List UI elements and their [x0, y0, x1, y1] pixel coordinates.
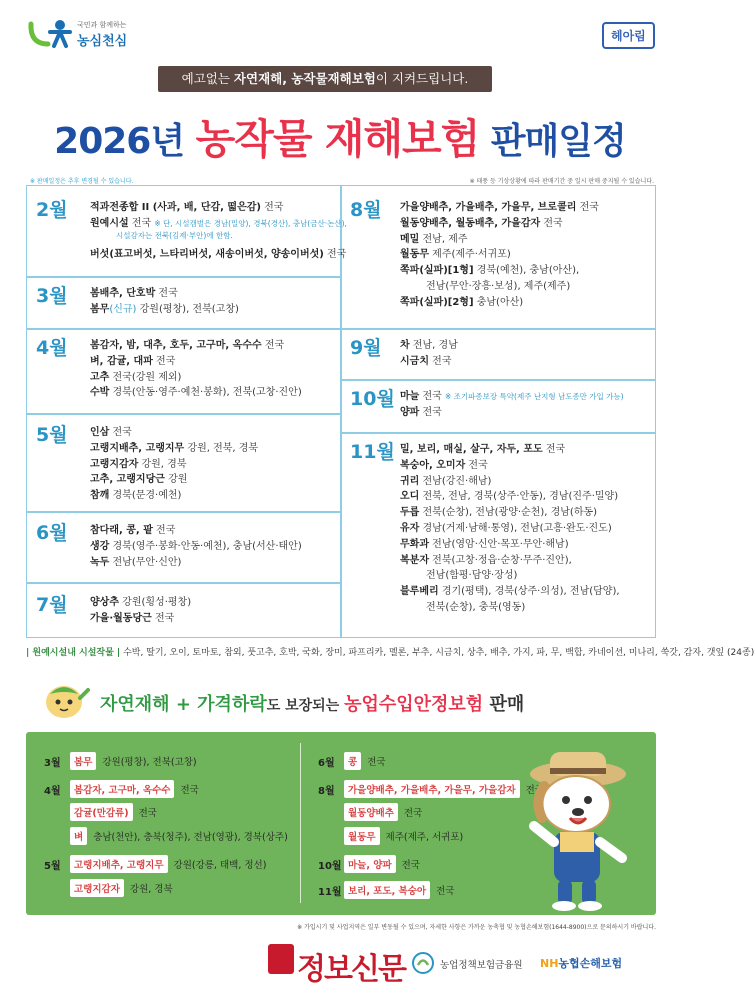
facility-crops: [26, 645, 754, 658]
region-text: 경기(평택), 경북(상주·의성), 전남(담양),: [438, 586, 620, 598]
crop-name: 버섯(표고버섯, 느타리버섯, 새송이버섯, 양송이버섯): [90, 249, 324, 261]
heyarim-logo: 헤아림: [602, 22, 655, 49]
note-right: ※ 태풍 등 기상상황에 따라 판매기간 중 일시 판매 중지될 수 있습니다.: [469, 178, 654, 185]
crop-name: 원예시설: [90, 217, 129, 229]
logo-title: 농심천심: [77, 34, 128, 49]
income-region: 전국: [138, 808, 157, 819]
region-text: 전국: [260, 202, 284, 213]
page-title: [0, 106, 680, 165]
region-text: 경북(안동·영주·예천·봉화), 전북(고창·진안): [109, 387, 302, 399]
schedule-line: [400, 336, 458, 351]
schedule-line: [90, 352, 175, 367]
income-item: [70, 803, 157, 821]
income-month-label: 8월: [318, 786, 335, 797]
crop-name: 고랭지감자: [90, 458, 139, 470]
table-row-divider: [341, 432, 656, 434]
nh-insurance-logo: [540, 955, 622, 971]
income-region: 제주(제주, 서귀포): [385, 832, 464, 843]
income-item: [70, 780, 199, 798]
crop-tag: 가을양배추, 가을배추, 가을무, 가을감자: [344, 780, 520, 798]
crop-name: 고랭지배추, 고랭지무: [90, 442, 185, 454]
crop-name: 양상추: [90, 597, 119, 608]
schedule-line: [90, 470, 187, 485]
income-item: [344, 780, 544, 798]
crop-tag: 보리, 포도, 복숭아: [344, 881, 430, 899]
crop-name: 벼, 감귤, 대파: [90, 355, 153, 367]
region-text: 전남(함평·담양·장성): [426, 570, 518, 582]
income-region: 강원, 경북: [129, 884, 173, 895]
region-text: 전남(강진·해남): [419, 475, 492, 487]
region-text: 전남, 제주: [419, 233, 468, 245]
schedule-line: [90, 553, 181, 568]
region-text: 전국: [428, 355, 452, 367]
schedule-line: [400, 245, 511, 260]
crop-name: 참깨: [90, 490, 110, 502]
schedule-line: [400, 456, 488, 471]
region-text: 전남(영암·신안·목포·무안·해남): [428, 538, 569, 550]
region-text: 전국: [419, 406, 442, 418]
title-main: 농작물 재해보험: [195, 115, 480, 163]
income-region: 강원(평창), 전북(고창): [102, 757, 197, 768]
table-row-divider: [341, 328, 656, 330]
region-text: 전북(순창), 전남(광양·순천), 경남(하동): [419, 507, 598, 519]
crop-name: 두릅: [400, 507, 420, 519]
month-label: 6월: [36, 522, 68, 544]
crop-name: 수박: [90, 387, 110, 399]
income-region: 전국: [180, 785, 199, 796]
schedule-line: [90, 423, 132, 438]
crop-name: 가을·월동당근: [90, 612, 152, 624]
crop-name: 인삼: [90, 427, 110, 438]
agency-logo-icon: [412, 952, 434, 974]
income-title-c: 농업수입안정보험: [344, 694, 484, 715]
month-label: 8월: [350, 199, 382, 221]
region-text: 경북(문경·예천): [109, 490, 182, 502]
schedule-line: [116, 230, 233, 241]
table-row-divider: [26, 511, 340, 513]
region-text: 전남(무안·장흥·보성), 제주(제주): [426, 281, 571, 292]
crop-tag: 월동양배추: [344, 803, 398, 821]
crop-name: 복숭아, 오미자: [400, 459, 466, 471]
schedule-line: [90, 593, 191, 608]
watermark-badge-icon: [268, 944, 294, 974]
region-text: 전국: [323, 249, 347, 261]
income-month-label: 11월: [318, 887, 342, 898]
table-row-divider: [26, 582, 340, 584]
schedule-line: [90, 383, 302, 398]
month-label: 2월: [36, 199, 68, 221]
new-badge: (신규): [109, 303, 137, 315]
table-row-divider: [26, 276, 340, 278]
dog-farmer-mascot-icon: [520, 742, 638, 914]
crop-name: 봄배추, 단호박: [90, 288, 156, 299]
region-text: 제주(제주·서귀포): [428, 249, 511, 261]
region-text: 전북, 전남, 경북(상주·안동), 경남(진주·밀양): [419, 491, 619, 503]
watermark: [268, 944, 405, 988]
slogan-banner: [158, 66, 492, 92]
region-text: 전국: [419, 391, 446, 402]
table-row-divider: [341, 379, 656, 381]
facility-label: | 원예시설내 시설작물 |: [26, 648, 121, 658]
schedule-line: [400, 387, 624, 402]
month-label: 3월: [36, 285, 68, 307]
crop-name: 유자: [400, 523, 420, 534]
schedule-line: [400, 403, 442, 418]
region-text: 전국: [151, 612, 175, 624]
crop-name: 차: [400, 340, 410, 351]
region-text: 경북(영주·봉화·안동·예천), 충남(서산·태안): [109, 540, 302, 552]
month-label: 7월: [36, 594, 68, 616]
crop-tag: 봄무: [70, 752, 96, 770]
crop-name: 고추: [90, 371, 110, 383]
crop-name: 쪽파(실파)[2형]: [400, 296, 474, 308]
nh-name: 농협손해보험: [558, 957, 623, 970]
income-month-label: 10월: [318, 861, 342, 872]
schedule-line: [90, 455, 187, 470]
income-region: 전국: [525, 785, 544, 796]
crop-name: 메밀: [400, 233, 420, 245]
income-item: [70, 827, 288, 845]
schedule-line: [426, 566, 517, 581]
watermark-text: 정보신문: [297, 952, 405, 987]
crop-name: 오디: [400, 491, 420, 503]
income-region: 강원(강릉, 태백, 정선): [173, 860, 267, 871]
crop-name: 복분자: [400, 554, 429, 566]
table-row-divider: [26, 413, 340, 415]
schedule-line: [90, 537, 302, 552]
region-text: 강원: [164, 474, 188, 486]
region-text: 전남(무안·신안): [109, 556, 182, 568]
month-label: 4월: [36, 337, 68, 359]
crop-name: 가을양배추, 가을배추, 가을무, 브로콜리: [400, 202, 577, 213]
region-text: 강원, 경북: [138, 458, 187, 470]
schedule-line: [400, 487, 618, 502]
facility-text: 수박, 딸기, 오이, 토마토, 참외, 풋고추, 호박, 국화, 장미, 파프리카, 멜론, 부추, 시금치, 상추, 배추, 가지, 파, 무, 백합, 카네이션, 미나리, 쑥갓, 감자, 갯잎 (24종): [120, 648, 754, 658]
crop-name: 무화과: [400, 538, 429, 550]
schedule-line: [90, 486, 181, 501]
crop-tag: 감귤(만감류): [70, 803, 133, 821]
schedule-line: [400, 551, 572, 566]
region-text: 전국: [155, 288, 178, 299]
logo-subtitle: 국민과 함께하는: [77, 21, 127, 29]
region-text: 충남(아산): [473, 296, 524, 308]
income-title-b: 도 보장되는: [266, 698, 345, 714]
schedule-line: [400, 472, 491, 487]
region-text: 전북(고창·정읍·순창·무주·진안),: [428, 554, 572, 566]
schedule-line: [90, 300, 239, 315]
income-item: [70, 752, 197, 770]
region-text: 강원(평창), 전북(고창): [136, 303, 239, 315]
agency-name: 농업정책보험금융원: [440, 960, 523, 971]
schedule-line: [400, 214, 563, 229]
crop-name: 참다래, 콩, 팥: [90, 525, 153, 536]
schedule-line: [400, 503, 597, 518]
banner-post: 이 지켜드립니다.: [375, 71, 469, 86]
footer-note: ※ 가입시기 및 사업지역은 일부 변동될 수 있으며, 자세한 사항은 가까운 농축협 및 농협손해보험(1644-8900)으로 문의하시기 바랍니다.: [297, 924, 656, 931]
region-text: 전국: [542, 444, 566, 455]
income-item: [344, 752, 386, 770]
crop-name: 봄무: [90, 303, 110, 315]
region-text: 전북(순창), 충북(영동): [426, 602, 526, 613]
crop-name: 블루베리: [400, 586, 439, 598]
crop-name: 귀리: [400, 475, 420, 487]
crop-tag: 월동무: [344, 827, 380, 845]
month-label: 11월: [350, 441, 395, 463]
crop-name: 생강: [90, 540, 110, 552]
schedule-line: [400, 261, 579, 276]
schedule-line: [426, 598, 525, 613]
month-label: 5월: [36, 424, 68, 446]
crop-name: 월동양배추, 월동배추, 가을감자: [400, 217, 541, 229]
income-item: [344, 827, 463, 845]
income-month-label: 5월: [44, 861, 61, 872]
month-label: 9월: [350, 337, 382, 359]
banner-bold: 자연재해, 농작물재해보험: [233, 71, 376, 86]
mascot-small-icon: [40, 678, 90, 722]
schedule-line: [90, 368, 181, 383]
region-text: 전국: [152, 355, 176, 367]
region-text: 전국: [465, 459, 488, 471]
region-text: 전국: [109, 427, 132, 438]
income-region: 전국: [401, 860, 420, 871]
region-text: 전국(강원 제외): [109, 371, 182, 383]
crop-tag: 봄감자, 고구마, 옥수수: [70, 780, 174, 798]
region-text: 전국: [540, 217, 563, 229]
title-year: 2026년: [54, 121, 196, 162]
note-left: ※ 판매일정은 추후 변경될 수 있습니다.: [30, 178, 134, 185]
banner-pre: 예고없는: [181, 71, 234, 86]
special-note: ※ 조기파종보장 특약(제주 난지형 남도종만 가입 가능): [445, 392, 624, 401]
crop-tag: 마늘, 양파: [344, 855, 396, 873]
income-region: 전국: [436, 886, 455, 897]
income-item: [70, 879, 173, 897]
crop-tag: 고랭지배추, 고랭지무: [70, 855, 168, 873]
region-text: 전국: [576, 202, 599, 213]
schedule-line: [90, 214, 347, 229]
income-month-label: 6월: [318, 758, 335, 769]
crop-tag: 고랭지감자: [70, 879, 124, 897]
income-month-label: 3월: [44, 758, 61, 769]
title-suffix: 판매일정: [479, 121, 626, 162]
table-row-divider: [26, 328, 340, 330]
schedule-line: [400, 198, 599, 213]
schedule-line: [400, 440, 565, 455]
income-item: [344, 803, 422, 821]
schedule-line: [90, 284, 178, 299]
schedule-line: [400, 535, 569, 550]
schedule-line: [400, 582, 620, 597]
income-region: 충남(천안), 충북(청주), 전남(영광), 경북(상주): [93, 832, 288, 843]
schedule-line: [90, 439, 258, 454]
income-divider: [300, 743, 301, 903]
special-note: ※ 단, 시설캠벌은 경남(밀양), 경북(경산), 충남(금산·논산),: [154, 218, 347, 228]
schedule-line: [400, 352, 451, 367]
income-region: 전국: [367, 757, 386, 768]
crop-name: 적과전종합 II (사과, 배, 단감, 떫은감): [90, 202, 261, 213]
crop-name: 고추, 고랭지당근: [90, 474, 165, 486]
schedule-line: [90, 609, 174, 624]
schedule-line: [426, 277, 570, 292]
crop-name: 밀, 보리, 매실, 살구, 자두, 포도: [400, 444, 543, 455]
schedule-line: [90, 245, 346, 260]
region-text: 전남, 경남: [409, 340, 458, 351]
income-region: 전국: [403, 808, 423, 819]
income-item: [344, 881, 454, 899]
region-text: 전국: [152, 525, 176, 536]
crop-name: 봄감자, 밤, 대추, 호두, 고구마, 옥수수: [90, 340, 262, 351]
region-text: 경북(예천), 충남(아산),: [473, 265, 580, 277]
nh-prefix: NH: [540, 957, 559, 970]
special-note: 시설감자는 전북(김제·부안)에 한함.: [116, 230, 233, 240]
schedule-line: [90, 521, 175, 536]
schedule-line: [400, 519, 612, 534]
crop-name: 양파: [400, 406, 420, 418]
crop-tag: 콩: [344, 752, 361, 770]
crop-name: 월동무: [400, 249, 429, 261]
income-item: [70, 855, 266, 873]
region-text: 강원(횡성·평창): [118, 597, 192, 608]
month-label: 10월: [350, 388, 395, 410]
income-month-label: 4월: [44, 786, 61, 797]
nongshim-logo-icon: [28, 18, 72, 48]
income-item: [344, 855, 420, 873]
schedule-line: [400, 293, 523, 308]
income-title: [100, 690, 524, 716]
crop-name: 녹두: [90, 556, 110, 568]
region-text: 전국: [128, 217, 155, 229]
region-text: 강원, 전북, 경북: [184, 442, 259, 454]
schedule-line: [400, 230, 468, 245]
region-text: 경남(거제·남해·통영), 전남(고흥·완도·진도): [419, 523, 612, 534]
crop-name: 쪽파(실파)[1형]: [400, 265, 474, 277]
schedule-line: [90, 336, 284, 351]
income-title-d: 판매: [483, 694, 525, 715]
crop-tag: 벼: [70, 827, 87, 845]
income-title-a: 자연재해 + 가격하락: [100, 694, 267, 715]
crop-name: 시금치: [400, 355, 429, 367]
schedule-line: [90, 198, 283, 213]
region-text: 전국: [261, 340, 285, 351]
crop-name: 마늘: [400, 391, 420, 402]
